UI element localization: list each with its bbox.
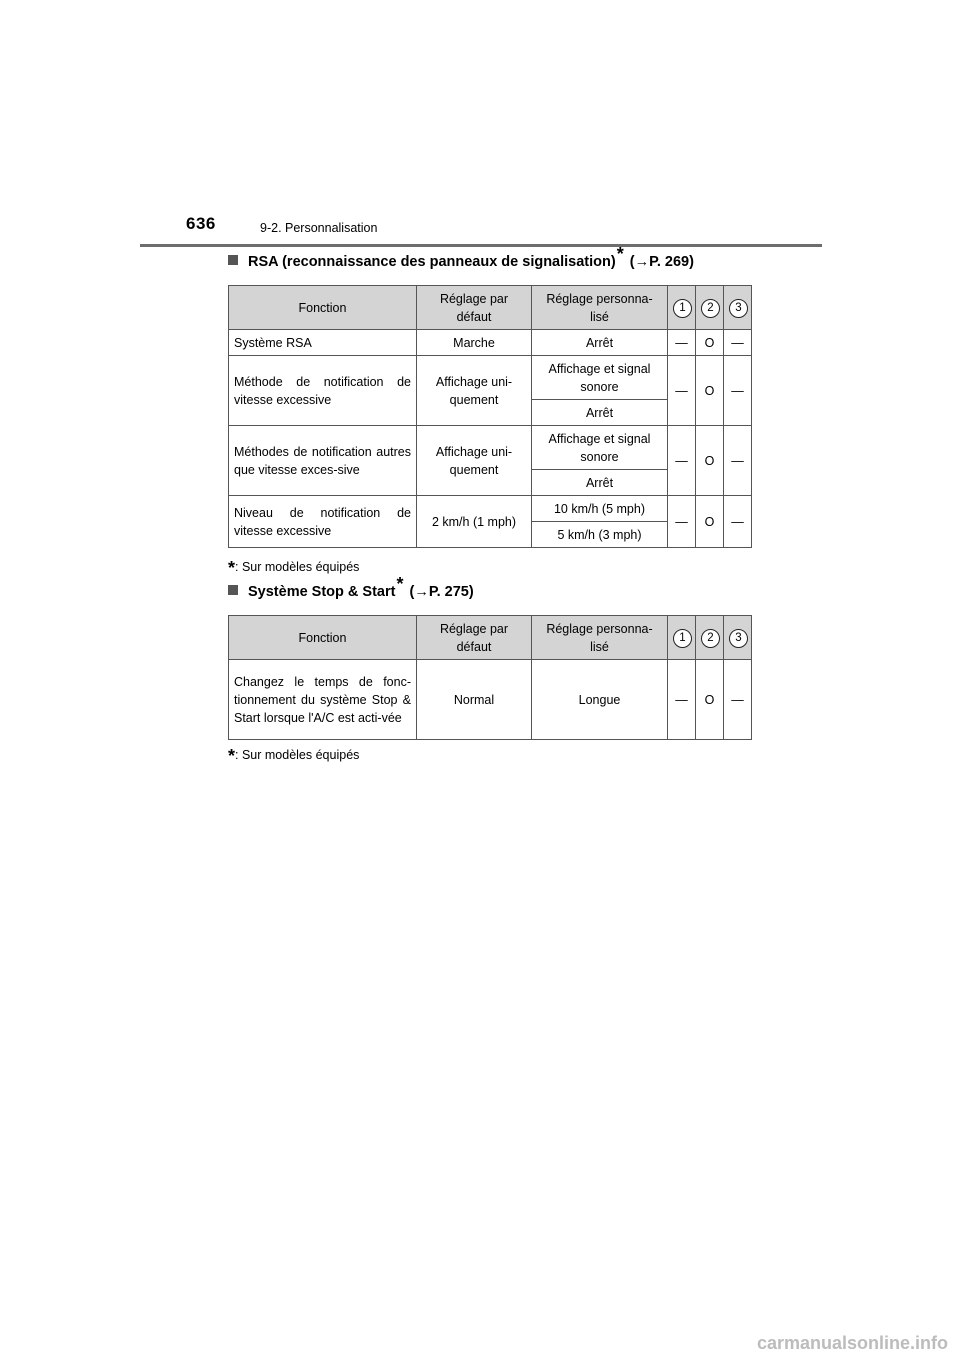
asterisk: * bbox=[396, 574, 404, 595]
col-header-fonction: Fonction bbox=[229, 616, 417, 660]
square-bullet-icon bbox=[228, 255, 238, 265]
table-row: Méthode de notification de vitesse excessive Affichage uni-quement Affichage et signal sonore — O — bbox=[229, 356, 752, 400]
section-title-stop-start bbox=[228, 574, 474, 600]
col-header-custom: Réglage personna-lisé bbox=[532, 286, 668, 330]
section-title-text: Système Stop & Start bbox=[248, 584, 396, 600]
section-title-rsa bbox=[228, 244, 694, 270]
footnote-rsa: *: Sur modèles équipés bbox=[228, 558, 360, 578]
asterisk: * bbox=[616, 244, 624, 265]
chapter-title: 9-2. Personnalisation bbox=[260, 221, 378, 235]
table-row: Système RSA Marche Arrêt — O — bbox=[229, 330, 752, 356]
col-header-2: 2 bbox=[696, 616, 724, 660]
square-bullet-icon bbox=[228, 585, 238, 595]
col-header-1: 1 bbox=[668, 286, 696, 330]
col-header-fonction: Fonction bbox=[229, 286, 417, 330]
section-title-text: RSA (reconnaissance des panneaux de signalisation) bbox=[248, 254, 616, 270]
table-row: Changez le temps de fonc-tionnement du système Stop & Start lorsque l'A/C est acti-vée Normal Longue — O — bbox=[229, 660, 752, 740]
rsa-settings-table bbox=[228, 285, 752, 548]
page-number: 636 bbox=[186, 214, 216, 233]
table-row: Arrêt bbox=[229, 470, 752, 496]
page-reference: (→P. 275) bbox=[409, 584, 474, 600]
col-header-2: 2 bbox=[696, 286, 724, 330]
col-header-default: Réglage par défaut bbox=[417, 616, 532, 660]
table-row: Méthodes de notification autres que vitesse exces-sive Affichage uni-quement Affichage et signal sonore — O — bbox=[229, 426, 752, 470]
col-header-3: 3 bbox=[724, 616, 752, 660]
col-header-custom: Réglage personna-lisé bbox=[532, 616, 668, 660]
table-row: 5 km/h (3 mph) bbox=[229, 522, 752, 548]
col-header-default: Réglage par défaut bbox=[417, 286, 532, 330]
table-row: Niveau de notification de vitesse excessive 2 km/h (1 mph) 10 km/h (5 mph) — O — bbox=[229, 496, 752, 522]
watermark: carmanualsonline.info bbox=[756, 1333, 948, 1353]
header-rule bbox=[140, 244, 822, 247]
table-row: Arrêt bbox=[229, 400, 752, 426]
asterisk: * bbox=[228, 558, 236, 578]
col-header-1: 1 bbox=[668, 616, 696, 660]
col-header-3: 3 bbox=[724, 286, 752, 330]
stop-start-settings-table bbox=[228, 615, 752, 740]
asterisk: * bbox=[228, 746, 236, 766]
footnote-stop-start: *: Sur modèles équipés bbox=[228, 746, 360, 766]
page-reference: (→P. 269) bbox=[629, 254, 694, 270]
